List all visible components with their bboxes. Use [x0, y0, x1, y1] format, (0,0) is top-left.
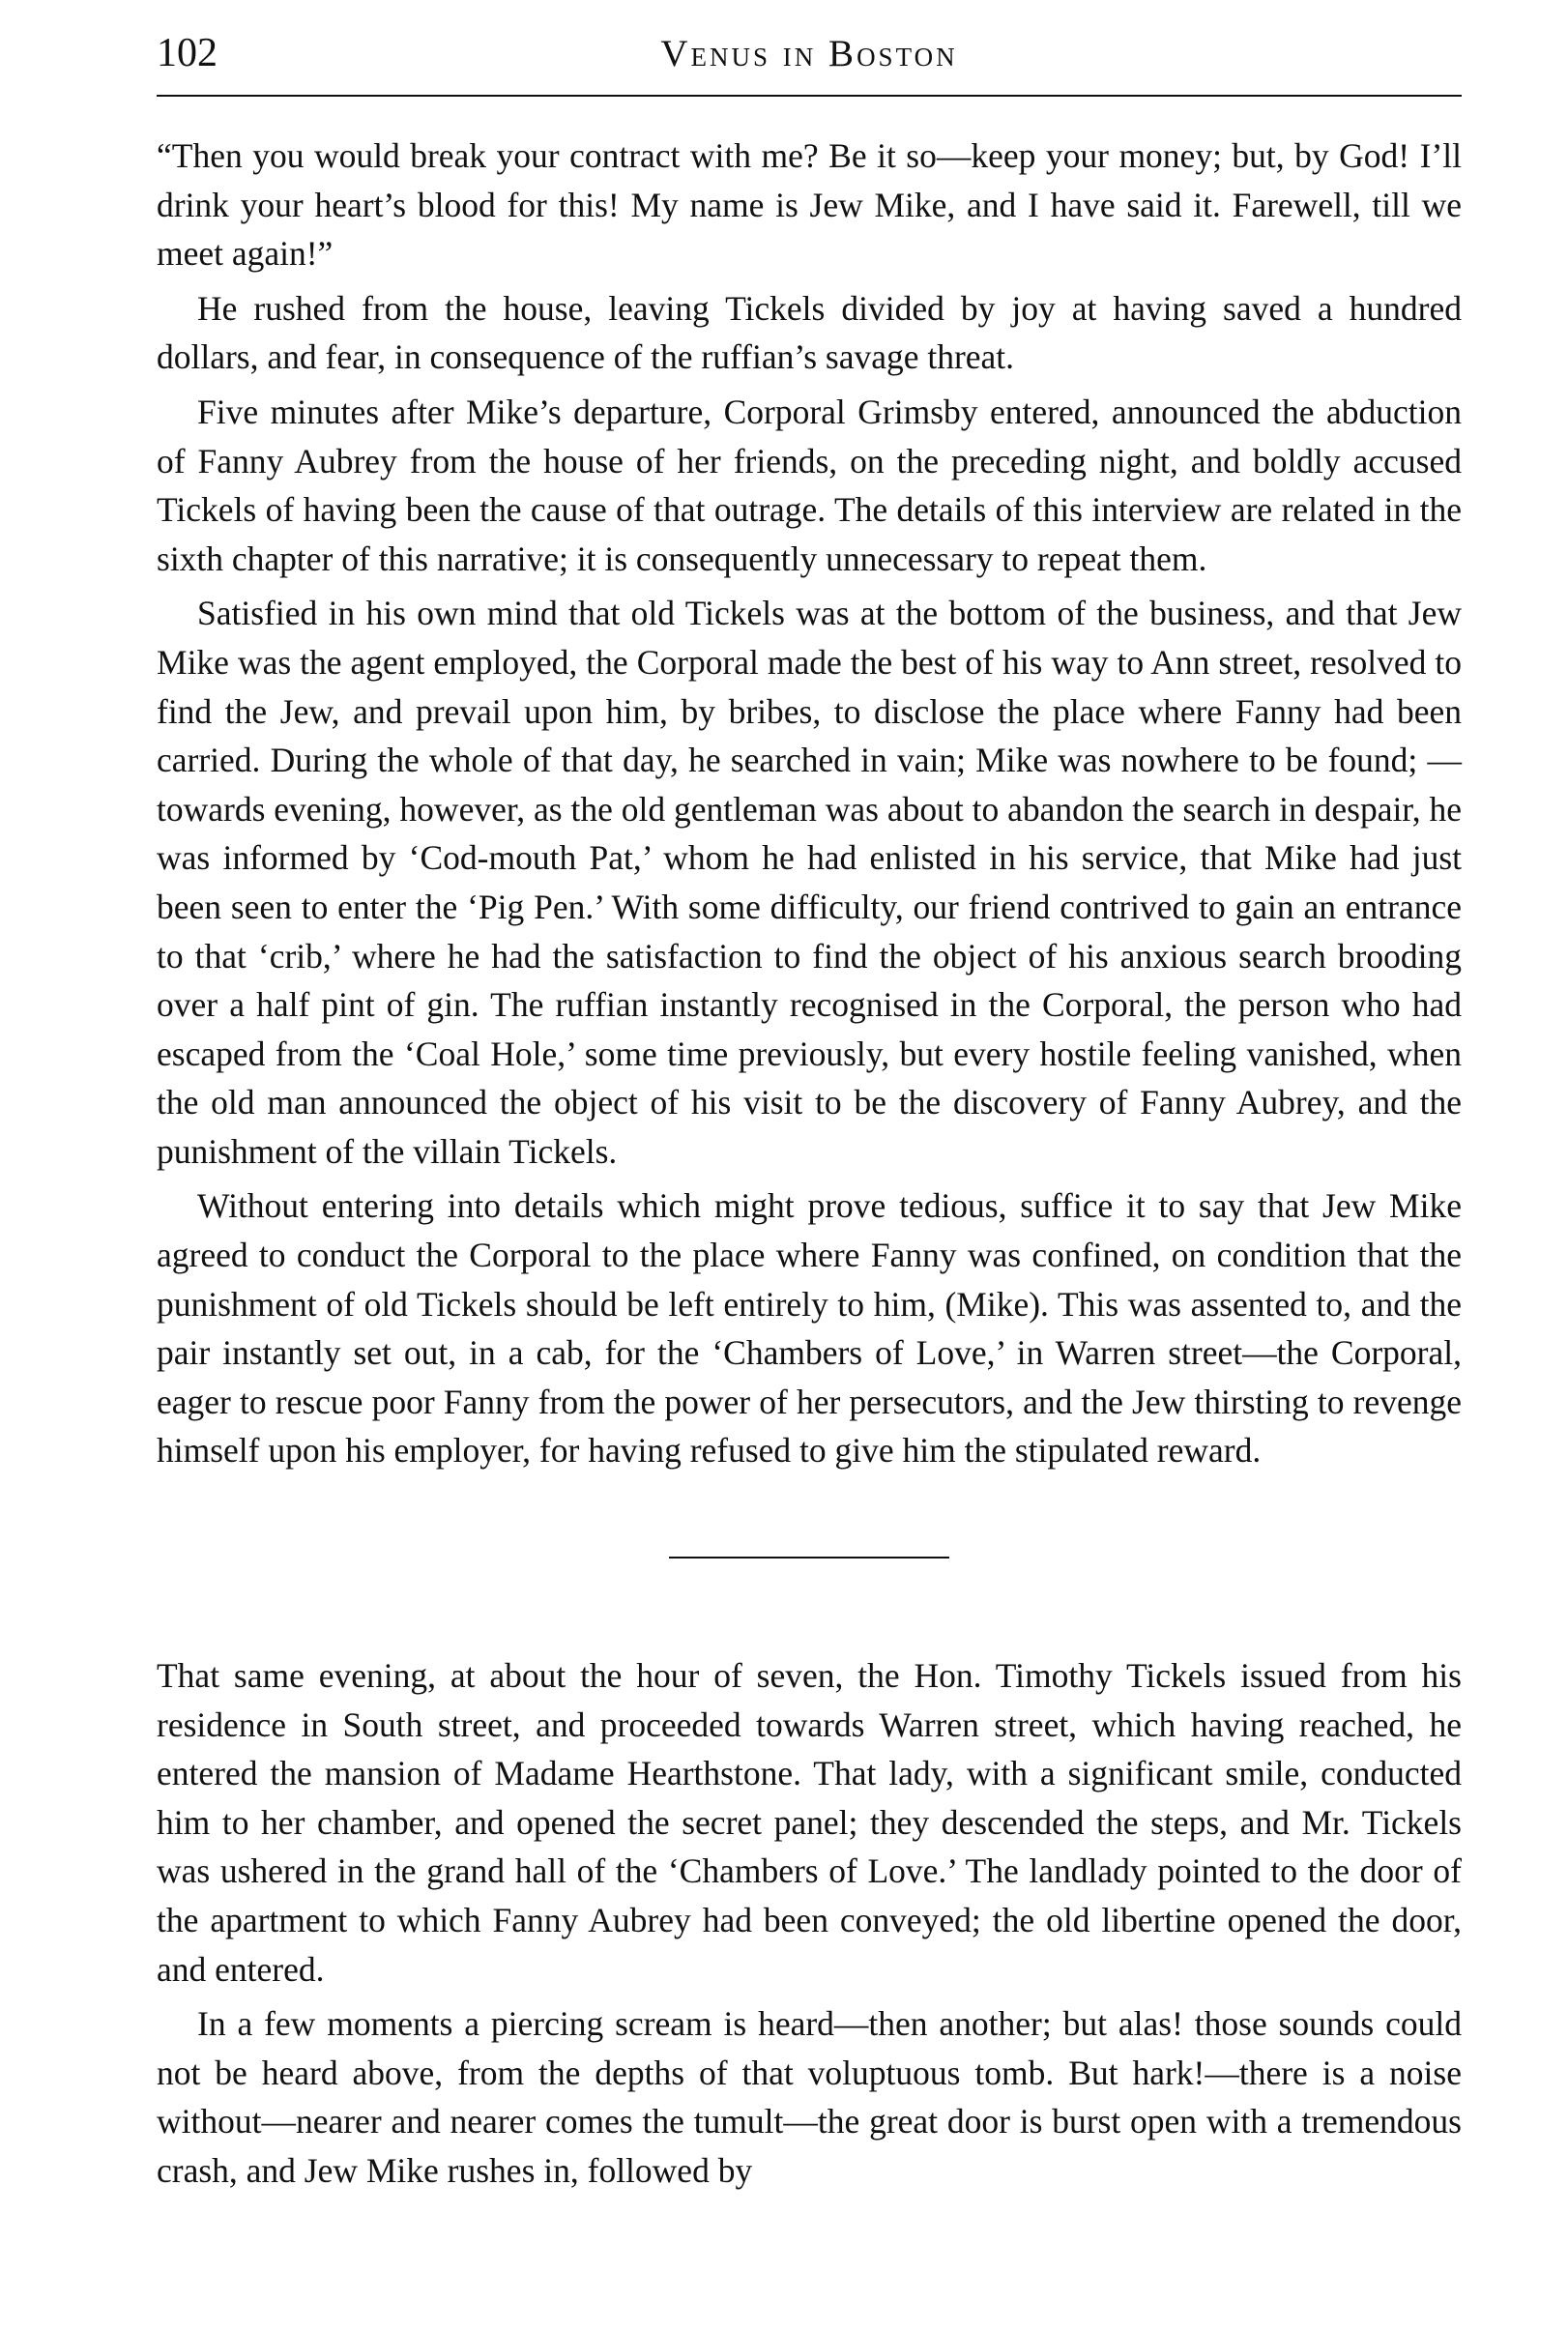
running-head — [157, 31, 1462, 97]
section-break-rule — [669, 1557, 949, 1559]
page-number: 102 — [157, 31, 218, 75]
book-title: Venus in Boston — [660, 33, 958, 74]
body-text — [157, 131, 1462, 2196]
paragraph-6: That same evening, at about the hour of seven, the Hon. Timothy Tickels issued from his residence in South street, and proceeded towards Warren street, which having reached, he entered the mansion of Madame Hearthstone. That lady, with a significant smile, conducted him to her chamber, and opened the secret panel; they descended the steps, and Mr. Tickels was ushered in the grand hall of the ‘Chambers of Love.’ The landlady pointed to the door of the apartment to which Fanny Aubrey had been conveyed; the old libertine opened the door, and entered. — [157, 1656, 1462, 1989]
book-page — [157, 31, 1462, 2201]
paragraph-3: Five minutes after Mike’s departure, Corporal Grimsby entered, announced the abduction of Fanny Aubrey from the house of her friends, on the preceding night, and boldly accused Tickels of having been the cause of that outrage. The details of this interview are related in the sixth chapter of this narrative; it is consequently unnecessary to repeat them. — [157, 392, 1462, 578]
paragraph-1: “Then you would break your contract with me? Be it so—keep your money; but, by God! I’ll drink your heart’s blood for this! My name is Jew Mike, and I have said it. Farewell, till we meet again!” — [157, 136, 1462, 274]
paragraph-5: Without entering into details which might prove tedious, suffice it to say that Jew Mike agreed to conduct the Corporal to the place where Fanny was confined, on condition that the punishment of old Tickels should be left entirely to him, (Mike). This was assented to, and the pair instantly set out, in a cab, for the ‘Chambers of Love,’ in Warren street—the Corporal, eager to rescue poor Fanny from the power of her persecutors, and the Jew thirsting to revenge himself upon his employer, for having refused to give him the stipulated reward. — [157, 1186, 1462, 1471]
paragraph-2: He rushed from the house, leaving Tickels divided by joy at having saved a hundred dollars, and fear, in consequence of the ruffian’s savage threat. — [157, 288, 1462, 377]
paragraph-7: In a few moments a piercing scream is heard—then another; but alas! those sounds could not be heard above, from the depths of that voluptuous tomb. But hark!—there is a noise without—nearer and nearer comes the tumult—the great door is burst open with a tremendous crash, and Jew Mike rushes in, followed by — [157, 2004, 1462, 2190]
paragraph-4: Satisfied in his own mind that old Tickels was at the bottom of the business, and that Jew Mike was the agent employed, the Corporal made the best of his way to Ann street, resolved to find the Jew, and prevail upon him, by bribes, to disclose the place where Fanny had been carried. During the whole of that day, he searched in vain; Mike was nowhere to be found; —towards evening, however, as the old gentleman was about to abandon the search in despair, he was informed by ‘Cod-mouth Pat,’ whom he had enlisted in his service, that Mike had just been seen to enter the ‘Pig Pen.’ With some difficulty, our friend contrived to gain an entrance to that ‘crib,’ where he had the satisfaction to find the object of his anxious search brooding over a half pint of gin. The ruffian instantly recognised in the Corporal, the person who had escaped from the ‘Coal Hole,’ some time previously, but every hostile feeling vanished, when the old man announced the object of his visit to be the discovery of Fanny Aubrey, and the punishment of the villain Tickels. — [157, 594, 1462, 1171]
